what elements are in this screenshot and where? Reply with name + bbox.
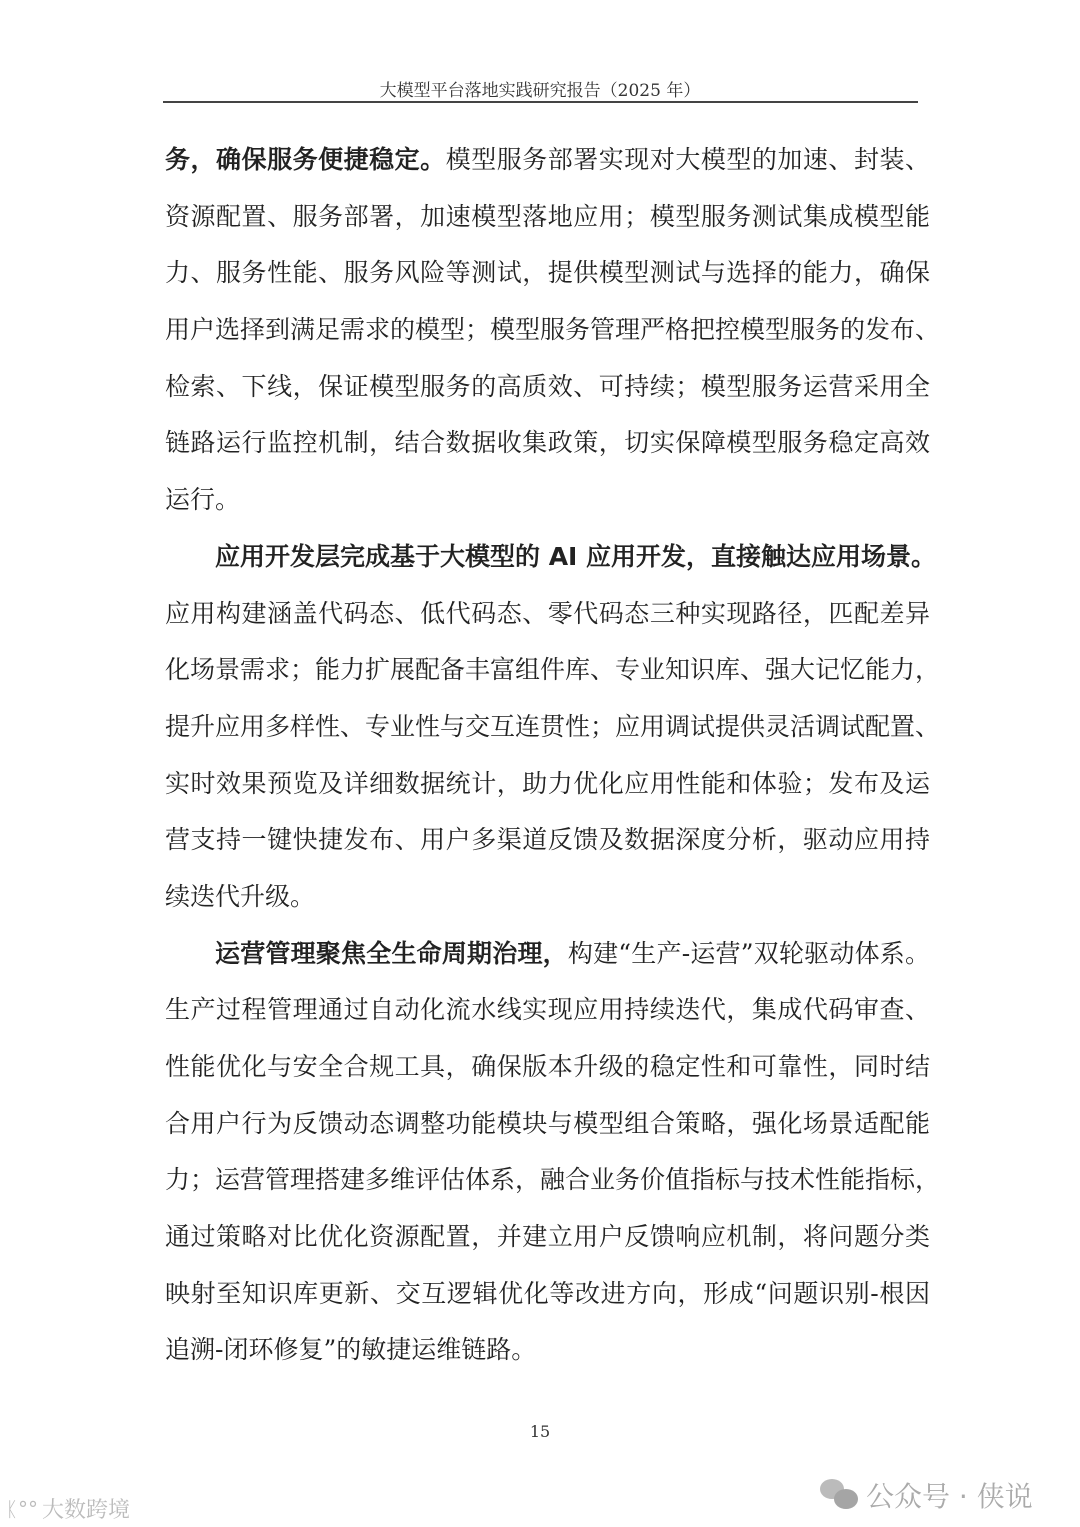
body-text: 映射至知识库更新、交互逻辑优化等改进方向，形成“问题识别-根因 (165, 1278, 930, 1308)
body-text: 通过策略对比优化资源配置，并建立用户反馈响应机制，将问题分类 (165, 1222, 930, 1252)
document-body (165, 132, 941, 1379)
body-text: 用户选择到满足需求的模型；模型服务管理严格把控模型服务的发布、 (165, 315, 941, 345)
paragraph-3-line (165, 1209, 930, 1266)
bold-lead-text: 运营管理聚焦全生命周期治理， (215, 938, 568, 968)
wechat-icon (820, 1479, 858, 1511)
running-header: 大模型平台落地实践研究报告（2025 年） (379, 81, 701, 101)
body-text: 生产过程管理通过自动化流水线实现应用持续迭代，集成代码审查、 (165, 995, 930, 1025)
body-text: 营支持一键快捷发布、用户多渠道反馈及数据深度分析，驱动应用持 (165, 825, 930, 855)
body-text: 模型服务部署实现对大模型的加速、封装、 (445, 145, 930, 174)
paragraph-2-line (165, 699, 941, 756)
brand-watermark (6, 1493, 130, 1524)
page-number: 15 (529, 1422, 551, 1441)
brand-watermark-text: 大数跨境 (42, 1498, 131, 1523)
paragraph-3-line (165, 1266, 930, 1323)
paragraph-3-line (165, 1322, 930, 1379)
paragraph-1-line (165, 472, 930, 529)
body-text: 续迭代升级。 (165, 881, 316, 911)
wechat-watermark (820, 1475, 1033, 1515)
paragraph-3-line (165, 1039, 930, 1096)
body-text: 合用户行为反馈动态调整功能模块与模型组合策略，强化场景适配能 (165, 1108, 930, 1138)
paragraph-3-line (165, 982, 930, 1039)
paragraph-1-line (165, 245, 930, 302)
body-text: 运行。 (165, 485, 241, 515)
body-text: 应用构建涵盖代码态、低代码态、零代码态三种实现路径，匹配差异 (165, 598, 930, 628)
body-text: 力、服务性能、服务风险等测试，提供模型测试与选择的能力，确保 (165, 258, 930, 288)
wechat-watermark-text: 公众号 · 侠说 (866, 1480, 1033, 1513)
header-divider (163, 101, 918, 103)
body-text: 实时效果预览及详细数据统计，助力优化应用性能和体验；发布及运 (165, 768, 930, 798)
body-text: 提升应用多样性、专业性与交互连贯性；应用调试提供灵活调试配置、 (165, 711, 941, 741)
paragraph-2-line (165, 756, 930, 813)
paragraph-1-line (165, 132, 930, 189)
paragraph-2-line (165, 642, 941, 699)
paragraph-1-line (165, 359, 930, 416)
body-text: 检索、下线，保证模型服务的高质效、可持续；模型服务运营采用全 (165, 371, 930, 401)
bold-lead-text: 应用开发层完成基于大模型的 AI 应用开发，直接触达应用场景。 (215, 541, 937, 571)
paragraph-3-line (165, 926, 930, 983)
paragraph-2-line (165, 586, 930, 643)
paragraph-3-line (165, 1096, 930, 1153)
body-text: 资源配置、服务部署，加速模型落地应用；模型服务测试集成模型能 (165, 201, 930, 231)
body-text: 链路运行监控机制，结合数据收集政策，切实保障模型服务稳定高效 (165, 428, 930, 458)
brand-logo-icon: ᛕ°° (6, 1496, 38, 1521)
body-text: 追溯-闭环修复”的敏捷运维链路。 (165, 1335, 537, 1365)
body-text: 性能优化与安全合规工具，确保版本升级的稳定性和可靠性，同时结 (165, 1052, 930, 1081)
paragraph-2-line (165, 812, 930, 869)
paragraph-1-line (165, 415, 930, 472)
paragraph-1-line (165, 189, 930, 246)
body-text: 化场景需求；能力扩展配备丰富组件库、专业知识库、强大记忆能力， (165, 655, 941, 685)
paragraph-2-line (165, 869, 930, 926)
body-text: 力；运营管理搭建多维评估体系，融合业务价值指标与技术性能指标， (165, 1165, 941, 1195)
paragraph-2-line (165, 529, 937, 586)
body-text: 构建“生产-运营”双轮驱动体系。 (567, 938, 930, 968)
bold-lead-text: 务，确保服务便捷稳定。 (165, 145, 446, 174)
paragraph-1-line (165, 302, 941, 359)
paragraph-3-line (165, 1152, 941, 1209)
